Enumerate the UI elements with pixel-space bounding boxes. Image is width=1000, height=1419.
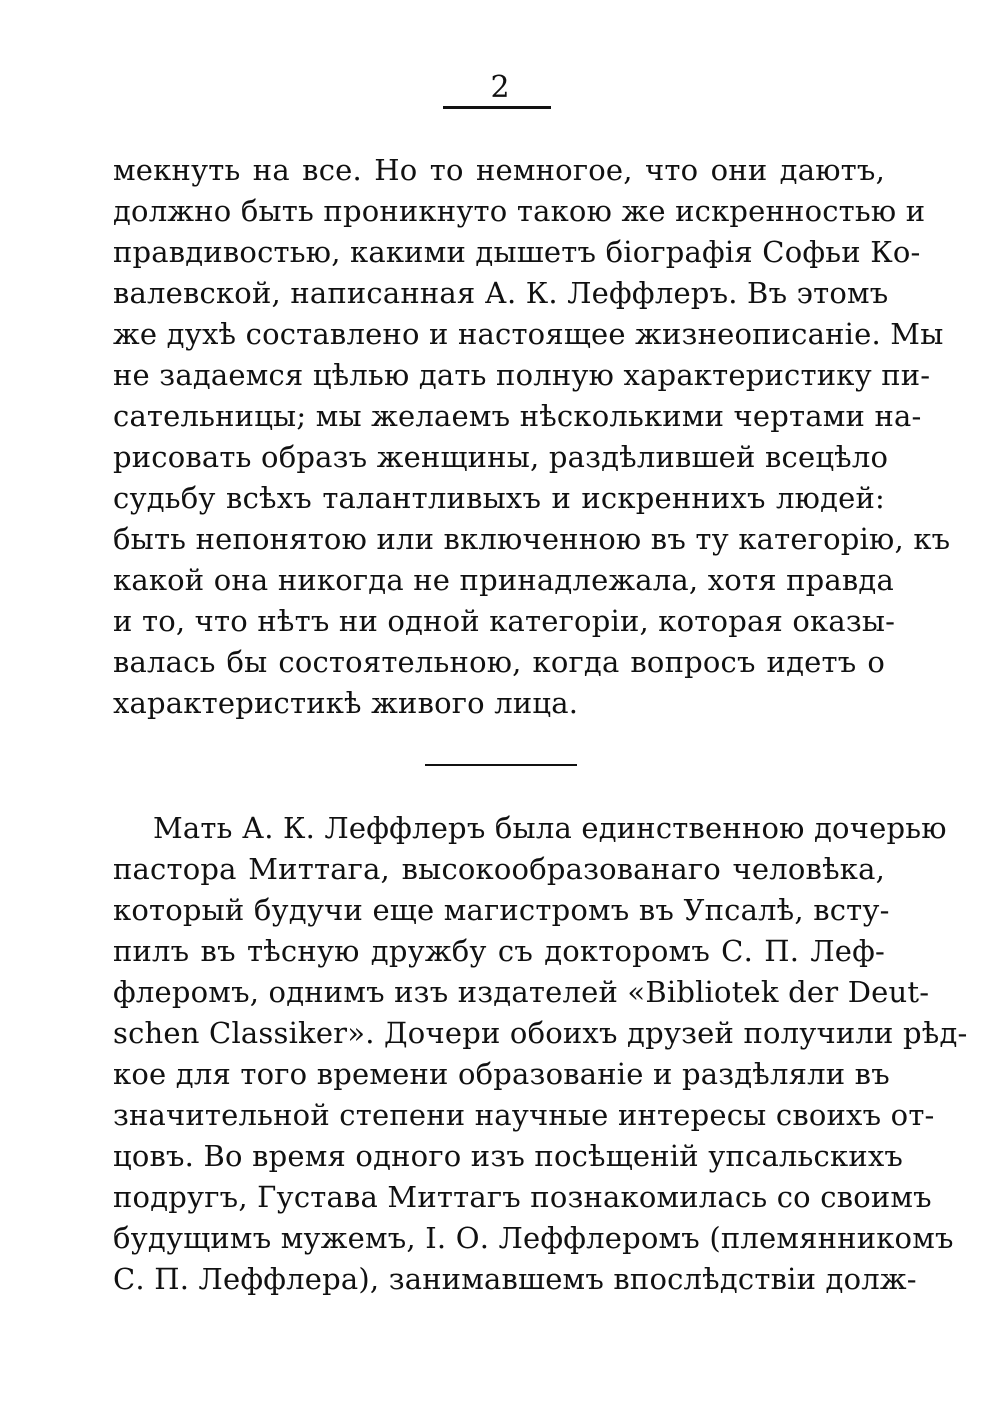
text-line: Мать А. К. Леффлеръ была единственною дочерью bbox=[153, 811, 947, 845]
page-number-underline bbox=[443, 106, 551, 109]
text-line: судьбу всѣхъ талантливыхъ и искреннихъ людей: bbox=[113, 481, 885, 515]
text-line: пастора Миттага, высокообразованаго человѣка, bbox=[113, 852, 885, 886]
text-line: кое для того времени образованіе и раздѣляли въ bbox=[113, 1057, 890, 1091]
text-line: мекнуть на все. Но то немногое, что они даютъ, bbox=[113, 153, 885, 187]
text-line: же духѣ составлено и настоящее жизнеописаніе. Мы bbox=[113, 317, 944, 351]
text-line: цовъ. Во время одного изъ посѣщеній упсальскихъ bbox=[113, 1139, 904, 1173]
text-line: рисовать образъ женщины, раздѣлившей всецѣло bbox=[113, 440, 889, 474]
text-line: характеристикѣ живого лица. bbox=[113, 686, 579, 720]
text-line: флеромъ, однимъ изъ издателей «Bibliotek der Deut- bbox=[113, 975, 930, 1009]
text-line: который будучи еще магистромъ въ Упсалѣ, всту- bbox=[113, 893, 890, 927]
text-line: будущимъ мужемъ, І. О. Леффлеромъ (племянникомъ bbox=[113, 1221, 954, 1255]
text-line: какой она никогда не принадлежала, хотя правда bbox=[113, 563, 894, 597]
paragraph-1 bbox=[113, 150, 951, 724]
text-line: сательницы; мы желаемъ нѣсколькими чертами на- bbox=[113, 399, 922, 433]
text-line: пилъ въ тѣсную дружбу съ докторомъ С. П. Леф- bbox=[113, 934, 885, 968]
text-line: значительной степени научные интересы своихъ от- bbox=[113, 1098, 935, 1132]
text-line: С. П. Леффлера), занимавшемъ впослѣдствіи долж- bbox=[113, 1262, 917, 1296]
text-line: валевской, написанная А. К. Леффлеръ. Въ этомъ bbox=[113, 276, 889, 310]
text-line: валась бы состоятельною, когда вопросъ идетъ о bbox=[113, 645, 885, 679]
text-line: не задаемся цѣлью дать полную характеристику пи- bbox=[113, 358, 931, 392]
paragraph-2 bbox=[113, 808, 968, 1300]
text-line: должно быть проникнуто такою же искренностью и bbox=[113, 194, 926, 228]
text-line: и то, что нѣтъ ни одной категоріи, которая оказы- bbox=[113, 604, 896, 638]
text-line: подругъ, Густава Миттагъ познакомилась со своимъ bbox=[113, 1180, 932, 1214]
text-line: schen Classiker». Дочери обоихъ друзей получили рѣд- bbox=[113, 1016, 968, 1050]
page-number: 2 bbox=[490, 70, 510, 105]
text-line: быть непонятою или включенною въ ту категорію, къ bbox=[113, 522, 951, 556]
text-line: правдивостью, какими дышетъ біографія Софьи Ко- bbox=[113, 235, 921, 269]
section-divider bbox=[425, 764, 577, 766]
